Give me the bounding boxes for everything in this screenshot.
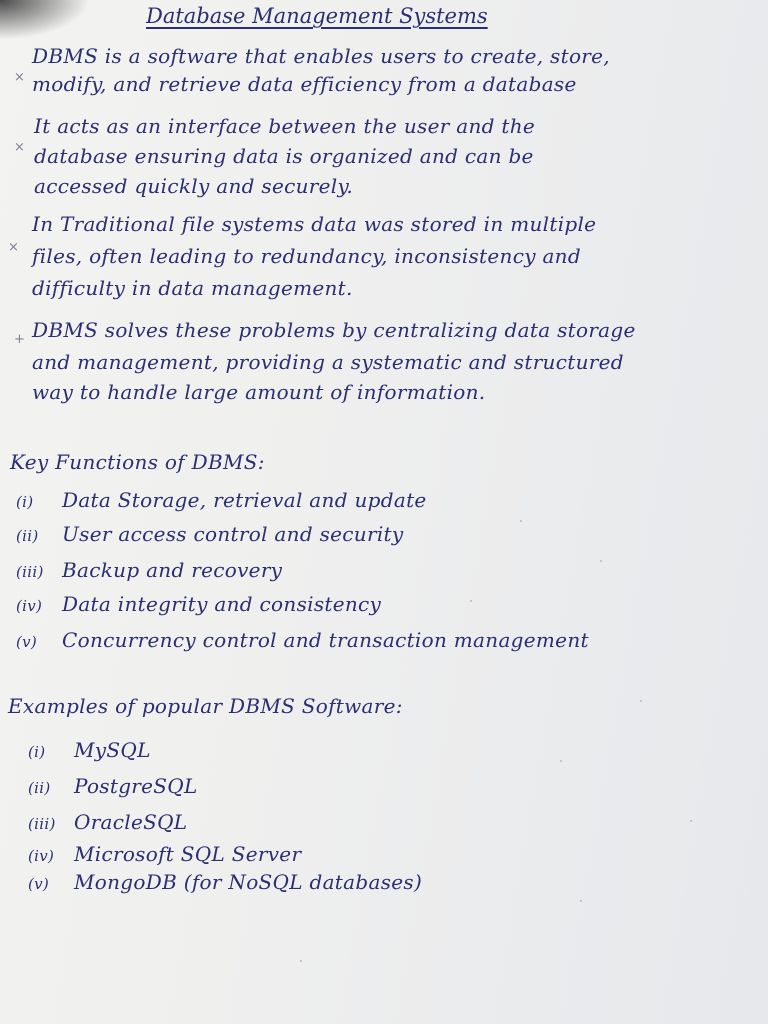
example-number: (iv) <box>28 847 55 865</box>
example-text: PostgreSQL <box>74 774 198 798</box>
bullet-3-line-2: files, often leading to redundancy, inconsistency and <box>32 244 581 268</box>
example-number: (v) <box>28 875 50 893</box>
paper-speck <box>300 960 302 962</box>
paper-speck <box>580 900 582 902</box>
page-corner-shadow <box>0 0 90 40</box>
example-number: (ii) <box>28 779 51 797</box>
bullet-marker: × <box>14 140 25 155</box>
function-number: (iii) <box>16 563 44 581</box>
bullet-3-line-3: difficulty in data management. <box>32 276 353 300</box>
function-item <box>16 522 403 546</box>
paper-speck <box>470 600 472 602</box>
example-item <box>28 774 198 798</box>
function-number: (ii) <box>16 527 39 545</box>
function-item <box>16 488 427 512</box>
function-number: (iv) <box>16 597 43 615</box>
function-text: Backup and recovery <box>62 558 283 582</box>
bullet-2-line-3: accessed quickly and securely. <box>34 174 354 198</box>
paper-speck <box>640 700 642 702</box>
function-item <box>16 628 589 652</box>
example-item <box>28 810 187 834</box>
paper-speck <box>690 820 692 822</box>
bullet-4-line-2: and management, providing a systematic and structured <box>32 350 624 374</box>
function-number: (i) <box>16 493 34 511</box>
bullet-4-line-1: DBMS solves these problems by centralizing data storage <box>32 318 636 342</box>
example-item <box>28 870 422 894</box>
paper-speck <box>520 520 522 522</box>
function-text: Concurrency control and transaction management <box>62 628 589 652</box>
bullet-marker: × <box>14 70 25 85</box>
bullet-1-line-1: DBMS is a software that enables users to create, store, <box>32 44 610 68</box>
bullet-2-line-1: It acts as an interface between the user and the <box>34 114 536 138</box>
example-text: MySQL <box>74 738 151 762</box>
bullet-2-line-2: database ensuring data is organized and can be <box>34 144 534 168</box>
function-text: User access control and security <box>62 522 404 546</box>
function-text: Data integrity and consistency <box>62 592 382 616</box>
functions-heading: Key Functions of DBMS: <box>10 450 265 474</box>
page-title: Database Management Systems <box>146 4 488 28</box>
bullet-marker: × <box>8 240 19 255</box>
example-text: OracleSQL <box>74 810 188 834</box>
example-item <box>28 842 301 866</box>
example-number: (i) <box>28 743 46 761</box>
paper-speck <box>560 760 562 762</box>
examples-heading: Examples of popular DBMS Software: <box>8 694 403 718</box>
bullet-marker: + <box>14 332 25 347</box>
function-item <box>16 558 282 582</box>
bullet-1-line-2: modify, and retrieve data efficiency from a database <box>32 72 577 96</box>
example-text: MongoDB (for NoSQL databases) <box>74 870 423 894</box>
example-item <box>28 738 151 762</box>
example-number: (iii) <box>28 815 56 833</box>
example-text: Microsoft SQL Server <box>74 842 302 866</box>
function-item <box>16 592 381 616</box>
bullet-4-line-3: way to handle large amount of information. <box>32 380 486 404</box>
paper-speck <box>600 560 602 562</box>
function-text: Data Storage, retrieval and update <box>62 488 427 512</box>
bullet-3-line-1: In Traditional file systems data was stored in multiple <box>32 212 597 236</box>
function-number: (v) <box>16 633 38 651</box>
